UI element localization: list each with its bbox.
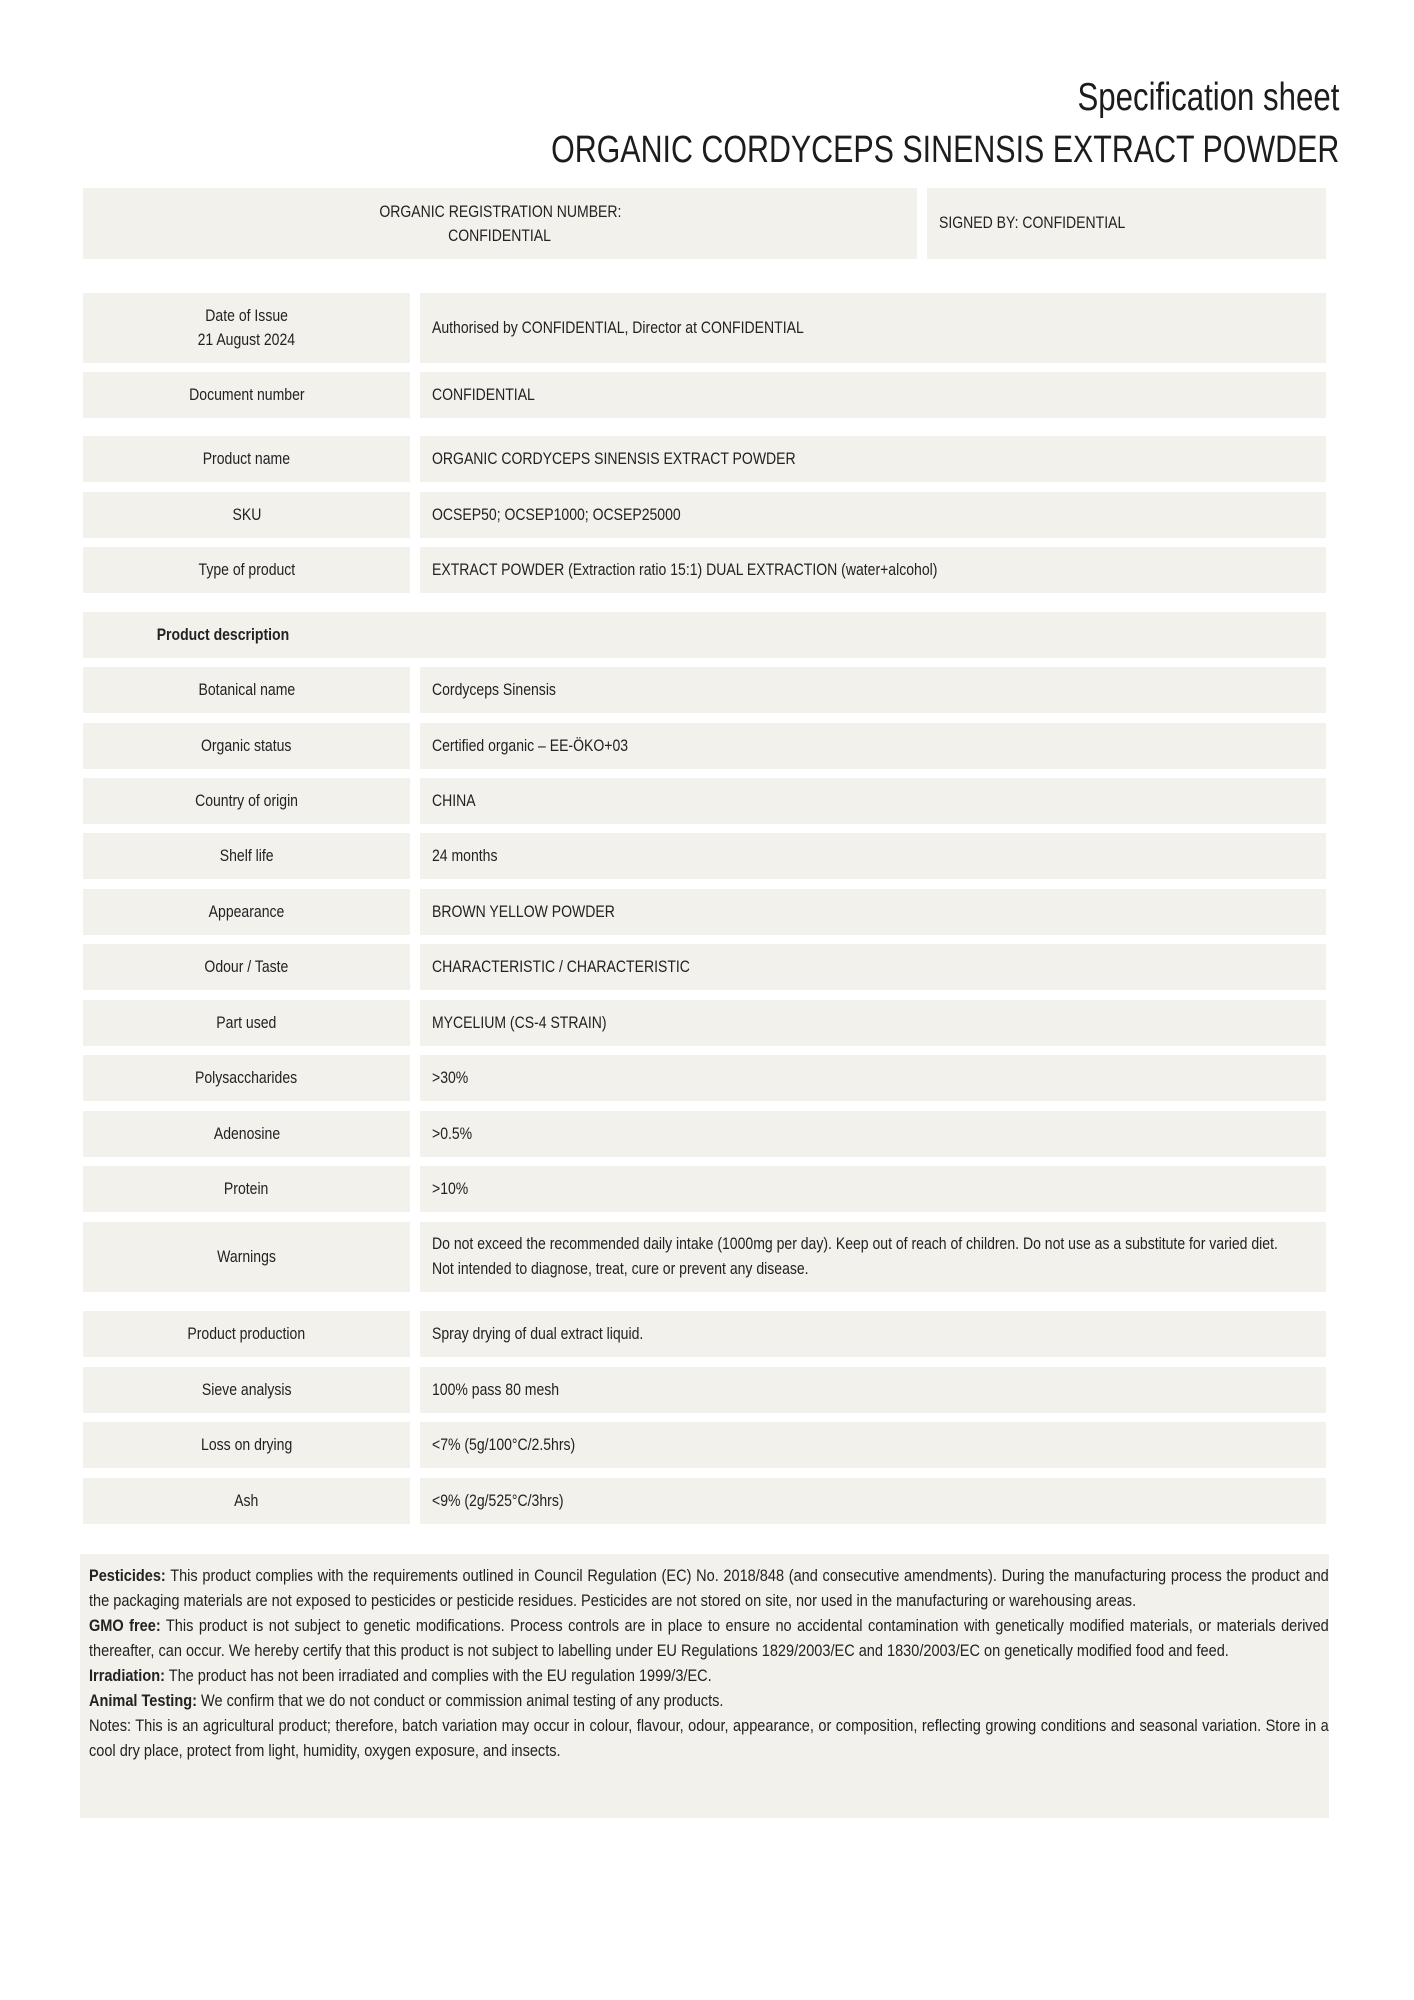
- row-label: Loss on drying: [83, 1422, 410, 1468]
- row-label: Polysaccharides: [83, 1055, 410, 1101]
- row-value: >10%: [420, 1166, 1326, 1212]
- row-value: CONFIDENTIAL: [420, 372, 1326, 418]
- row-label: SKU: [83, 492, 410, 538]
- warnings-value: Do not exceed the recommended daily intake (1000mg per day). Keep out of reach of children. Do not use as a substitute for varied diet. Not intended to diagnose, treat, cure or prevent any disease.: [420, 1222, 1326, 1292]
- gmo-label: GMO free:: [89, 1616, 161, 1635]
- general-note: Notes: This is an agricultural product; therefore, batch variation may occur in colour, flavour, odour, appearance, or composition, reflecting growing conditions and seasonal variation. Store in a cool dry place, protect from light, humidity, oxygen exposure, and insects.: [89, 1716, 1329, 1760]
- product-title: ORGANIC CORDYCEPS SINENSIS EXTRACT POWDER: [550, 129, 1339, 171]
- row-value: <9% (2g/525°C/3hrs): [420, 1478, 1326, 1524]
- row-label: Protein: [83, 1166, 410, 1212]
- row-label: Sieve analysis: [83, 1367, 410, 1413]
- compliance-notes: [80, 1554, 1329, 1818]
- date-of-issue-value: 21 August 2024: [197, 331, 296, 349]
- signed-by-cell: [927, 188, 1326, 259]
- animal-testing-label: Animal Testing:: [89, 1691, 197, 1710]
- row-value: <7% (5g/100°C/2.5hrs): [420, 1422, 1326, 1468]
- row-label: Adenosine: [83, 1111, 410, 1157]
- row-value: CHINA: [420, 778, 1326, 824]
- irradiation-text: The product has not been irradiated and complies with the EU regulation 1999/3/EC.: [168, 1666, 712, 1685]
- registration-value: CONFIDENTIAL: [448, 226, 552, 245]
- row-value: 100% pass 80 mesh: [420, 1367, 1326, 1413]
- date-of-issue-cell: [83, 293, 410, 363]
- animal-testing-text: We confirm that we do not conduct or commission animal testing of any products.: [200, 1691, 724, 1710]
- row-label: Ash: [83, 1478, 410, 1524]
- row-value: ORGANIC CORDYCEPS SINENSIS EXTRACT POWDER: [420, 436, 1326, 482]
- row-value: EXTRACT POWDER (Extraction ratio 15:1) DUAL EXTRACTION (water+alcohol): [420, 547, 1326, 593]
- pesticides-note: [89, 1563, 1329, 1613]
- irradiation-note: [89, 1663, 1329, 1688]
- row-value: >0.5%: [420, 1111, 1326, 1157]
- row-value: 24 months: [420, 833, 1326, 879]
- animal-testing-note: [89, 1688, 1329, 1713]
- section-header: [83, 612, 1326, 658]
- row-label: Shelf life: [83, 833, 410, 879]
- gmo-note: [89, 1613, 1329, 1663]
- row-label: Product production: [83, 1311, 410, 1357]
- row-label: Appearance: [83, 889, 410, 935]
- row-label: Type of product: [83, 547, 410, 593]
- row-label: Product name: [83, 436, 410, 482]
- gmo-text: This product is not subject to genetic modifications. Process controls are in place to ensure no accidental contamination with genetically modified materials, or materials derived thereafter, can occur. We hereby certify that this product is not subject to labelling under EU Regulations 1829/2003/EC and 1830/2003/EC on genetically modified food and feed.: [89, 1616, 1329, 1660]
- row-value: Cordyceps Sinensis: [420, 667, 1326, 713]
- row-value: OCSEP50; OCSEP1000; OCSEP25000: [420, 492, 1326, 538]
- row-label: Part used: [83, 1000, 410, 1046]
- row-label: Organic status: [83, 723, 410, 769]
- row-label: Country of origin: [83, 778, 410, 824]
- row-label: Warnings: [83, 1222, 410, 1292]
- row-value: Spray drying of dual extract liquid.: [420, 1311, 1326, 1357]
- row-value: Certified organic – EE-ÖKO+03: [420, 723, 1326, 769]
- row-label: Botanical name: [83, 667, 410, 713]
- section-header-label: Product description: [156, 625, 290, 644]
- registration-cell: [83, 188, 917, 259]
- row-value: CHARACTERISTIC / CHARACTERISTIC: [420, 944, 1326, 990]
- row-label: Odour / Taste: [83, 944, 410, 990]
- authorised-by-cell: [420, 293, 1326, 363]
- row-value: BROWN YELLOW POWDER: [420, 889, 1326, 935]
- pesticides-text: This product complies with the requirements outlined in Council Regulation (EC) No. 2018/848 (and consecutive amendments). During the manufacturing process the product and the packaging materials are not exposed to pesticides or pesticide residues. Pesticides are not stored on site, nor used in the manufacturing or warehousing areas.: [89, 1566, 1329, 1610]
- row-value: MYCELIUM (CS-4 STRAIN): [420, 1000, 1326, 1046]
- page-title: Specification sheet: [1077, 76, 1339, 119]
- irradiation-label: Irradiation:: [89, 1666, 165, 1685]
- date-of-issue-label: Date of Issue: [205, 307, 288, 325]
- registration-label: ORGANIC REGISTRATION NUMBER:: [378, 202, 622, 221]
- authorised-by: Authorised by CONFIDENTIAL, Director at CONFIDENTIAL: [432, 318, 804, 337]
- row-label: Document number: [83, 372, 410, 418]
- pesticides-label: Pesticides:: [89, 1566, 166, 1585]
- row-value: >30%: [420, 1055, 1326, 1101]
- signed-by: SIGNED BY: CONFIDENTIAL: [939, 214, 1126, 232]
